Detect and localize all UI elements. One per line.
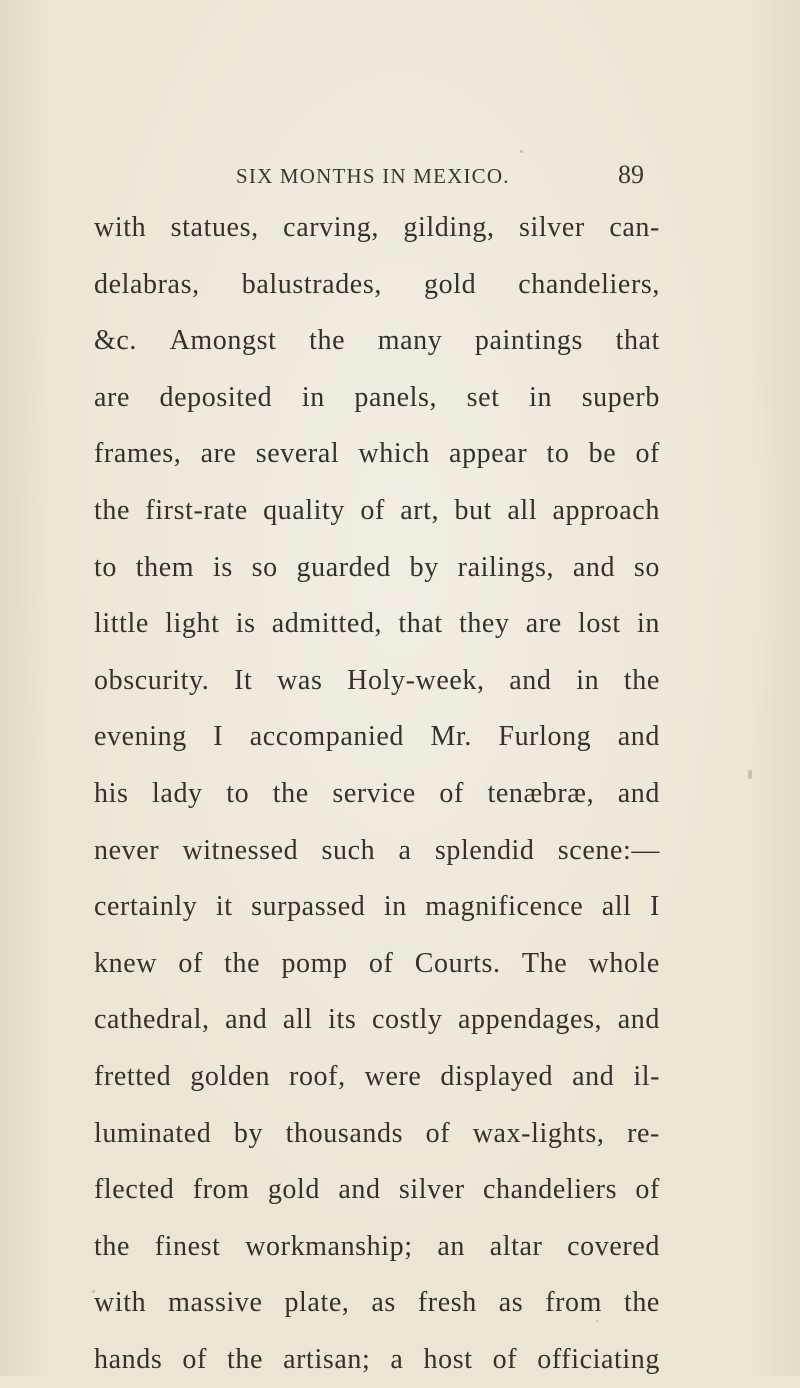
- text-word: officiating: [537, 1343, 660, 1375]
- text-line: [94, 426, 660, 483]
- text-word: of: [635, 1174, 660, 1206]
- text-line: [94, 200, 660, 257]
- text-word: but: [454, 494, 493, 526]
- text-word: knew: [94, 947, 158, 979]
- text-word: gold: [267, 1174, 321, 1206]
- text-word: that: [398, 608, 443, 640]
- text-line: [94, 257, 660, 314]
- text-word: workmanship;: [245, 1230, 413, 1262]
- text-word: golden: [190, 1060, 271, 1092]
- text-word: an: [437, 1230, 465, 1262]
- text-word: superb: [581, 381, 660, 413]
- text-word: chandeliers,: [518, 268, 660, 300]
- text-word: statues,: [170, 212, 259, 243]
- text-word: in: [529, 381, 553, 413]
- text-word: scene:—: [557, 834, 660, 866]
- text-word: set: [466, 381, 500, 413]
- text-line: [94, 766, 660, 823]
- text-word: all: [282, 1004, 313, 1036]
- text-line: [94, 936, 660, 993]
- text-word: it: [215, 891, 233, 923]
- text-word: appendages,: [457, 1004, 603, 1036]
- text-word: in: [301, 381, 325, 413]
- text-word: plate,: [284, 1287, 350, 1319]
- text-word: deposited: [159, 381, 273, 413]
- text-word: a: [398, 834, 412, 866]
- text-word: roof,: [289, 1060, 346, 1092]
- text-word: by: [409, 551, 439, 583]
- text-word: altar: [489, 1230, 543, 1262]
- text-word: surpassed: [251, 891, 366, 923]
- paper-speck: [520, 150, 523, 153]
- text-word: many: [377, 325, 443, 357]
- text-word: Mr.: [430, 721, 472, 753]
- text-word: il-: [633, 1060, 660, 1092]
- text-word: re-: [627, 1117, 660, 1149]
- text-word: to: [546, 438, 570, 470]
- text-word: evening: [94, 721, 187, 753]
- text-word: in: [383, 891, 407, 923]
- text-line: [94, 992, 660, 1049]
- text-word: balustrades,: [241, 268, 382, 300]
- text-word: they: [458, 608, 510, 640]
- text-word: service: [332, 777, 416, 809]
- text-word: and: [225, 1004, 268, 1036]
- text-word: the: [94, 494, 131, 526]
- text-line: [94, 823, 660, 880]
- paper-speck: [596, 1320, 598, 1322]
- text-word: wax-lights,: [472, 1117, 605, 1149]
- text-word: first-rate: [145, 494, 248, 526]
- text-word: Holy-week,: [347, 664, 485, 696]
- text-line: [94, 313, 660, 370]
- text-word: obscurity.: [94, 664, 210, 696]
- text-line: [94, 596, 660, 653]
- text-line: [94, 1332, 660, 1388]
- text-word: is: [212, 551, 233, 583]
- text-word: silver: [398, 1174, 465, 1206]
- text-line: [94, 1106, 660, 1163]
- text-word: the: [623, 1287, 660, 1319]
- text-word: with: [94, 1287, 147, 1319]
- text-word: of: [368, 947, 394, 979]
- text-word: light: [165, 608, 220, 640]
- running-head: [0, 160, 800, 194]
- text-word: as: [371, 1287, 396, 1319]
- text-word: of: [635, 438, 660, 470]
- text-word: whole: [588, 947, 660, 979]
- text-word: artisan;: [283, 1343, 371, 1375]
- text-word: splendid: [434, 834, 535, 866]
- text-word: flected: [94, 1174, 175, 1206]
- text-word: art,: [400, 494, 440, 526]
- text-word: be: [588, 438, 617, 470]
- text-word: Courts.: [414, 947, 501, 979]
- text-word: It: [234, 664, 253, 696]
- text-word: by: [233, 1117, 264, 1149]
- text-word: finest: [154, 1230, 221, 1262]
- text-line: [94, 483, 660, 540]
- text-word: its: [328, 1004, 357, 1036]
- text-word: silver: [519, 212, 585, 243]
- text-word: all: [507, 494, 538, 526]
- text-word: as: [498, 1287, 524, 1319]
- text-word: so: [251, 551, 278, 583]
- text-word: so: [633, 551, 660, 583]
- text-word: the: [623, 664, 660, 696]
- text-word: chandeliers: [483, 1174, 618, 1206]
- text-word: never: [94, 834, 160, 866]
- text-word: in: [576, 664, 600, 696]
- text-word: appear: [449, 438, 528, 470]
- text-word: of: [182, 1343, 207, 1375]
- text-word: of: [425, 1117, 451, 1149]
- text-word: little: [94, 608, 149, 640]
- text-word: from: [192, 1174, 250, 1206]
- text-word: thousands: [285, 1117, 404, 1149]
- text-word: with: [94, 212, 147, 243]
- body-text: [94, 200, 660, 1388]
- text-word: admitted,: [271, 608, 383, 640]
- running-title: SIX MONTHS IN MEXICO.: [236, 164, 510, 188]
- text-word: of: [360, 494, 385, 526]
- text-word: the: [94, 1230, 131, 1262]
- text-word: to: [94, 551, 117, 583]
- text-line: [94, 1049, 660, 1106]
- text-word: lost: [577, 608, 621, 640]
- text-word: The: [521, 947, 568, 979]
- text-word: a: [390, 1343, 404, 1375]
- text-word: accompanied: [249, 721, 404, 753]
- text-word: certainly: [94, 891, 198, 923]
- text-line: [94, 540, 660, 597]
- text-word: delabras,: [94, 268, 200, 300]
- text-word: hands: [94, 1343, 163, 1375]
- text-word: cathedral,: [94, 1004, 210, 1036]
- text-line: [94, 709, 660, 766]
- text-word: witnessed: [182, 834, 299, 866]
- text-word: were: [364, 1060, 422, 1092]
- text-line: [94, 1219, 660, 1276]
- text-word: of: [492, 1343, 518, 1375]
- text-word: them: [135, 551, 195, 583]
- text-word: fresh: [417, 1287, 477, 1319]
- text-line: [94, 1162, 660, 1219]
- text-word: from: [545, 1287, 603, 1319]
- text-word: such: [321, 834, 376, 866]
- text-word: quality: [263, 494, 346, 526]
- text-line: [94, 879, 660, 936]
- text-word: and: [509, 664, 552, 696]
- text-word: frames,: [94, 438, 182, 470]
- text-word: and: [617, 777, 660, 809]
- text-word: to: [226, 777, 250, 809]
- text-line: [94, 653, 660, 710]
- paper-speck: [748, 770, 752, 779]
- text-word: covered: [567, 1230, 660, 1262]
- text-word: I: [213, 721, 224, 753]
- paper-speck: [92, 1290, 95, 1293]
- text-word: which: [358, 438, 430, 470]
- text-word: of: [439, 777, 464, 809]
- text-word: approach: [552, 494, 660, 526]
- page-number: 89: [618, 160, 644, 189]
- text-word: and: [572, 1060, 615, 1092]
- text-word: several: [255, 438, 340, 470]
- text-line: [94, 1275, 660, 1332]
- text-word: are: [525, 608, 562, 640]
- text-word: tenæbræ,: [487, 777, 595, 809]
- text-word: and: [617, 721, 660, 753]
- text-word: the: [224, 947, 261, 979]
- text-word: magnificence: [425, 891, 584, 923]
- text-word: pomp: [281, 947, 348, 979]
- text-word: carving,: [283, 212, 379, 243]
- text-word: Furlong: [498, 721, 592, 753]
- text-word: lady: [152, 777, 203, 809]
- text-word: displayed: [440, 1060, 554, 1092]
- text-word: panels,: [354, 381, 438, 413]
- text-word: and: [617, 1004, 660, 1036]
- text-word: his: [94, 777, 129, 809]
- text-word: the: [309, 325, 346, 357]
- text-word: are: [200, 438, 237, 470]
- text-word: was: [277, 664, 323, 696]
- text-word: is: [235, 608, 256, 640]
- text-word: in: [637, 608, 660, 640]
- text-word: gold: [424, 268, 477, 300]
- text-word: massive: [168, 1287, 263, 1319]
- text-word: luminated: [94, 1117, 212, 1149]
- text-word: can-: [609, 212, 660, 243]
- text-word: the: [227, 1343, 264, 1375]
- text-word: of: [178, 947, 203, 979]
- text-word: and: [338, 1174, 381, 1206]
- text-word: costly: [371, 1004, 443, 1036]
- text-word: and: [572, 551, 616, 583]
- text-word: the: [272, 777, 309, 809]
- text-word: guarded: [296, 551, 391, 583]
- text-word: Amongst: [169, 325, 277, 357]
- text-line: [94, 370, 660, 427]
- text-word: are: [94, 381, 130, 413]
- text-word: all: [601, 891, 632, 923]
- text-word: host: [423, 1343, 473, 1375]
- text-word: railings,: [457, 551, 555, 583]
- text-word: paintings: [474, 325, 583, 357]
- text-word: gilding,: [403, 212, 495, 243]
- text-word: fretted: [94, 1060, 172, 1092]
- text-word: I: [650, 891, 660, 923]
- text-word: that: [615, 325, 660, 357]
- text-word: &c.: [94, 325, 138, 357]
